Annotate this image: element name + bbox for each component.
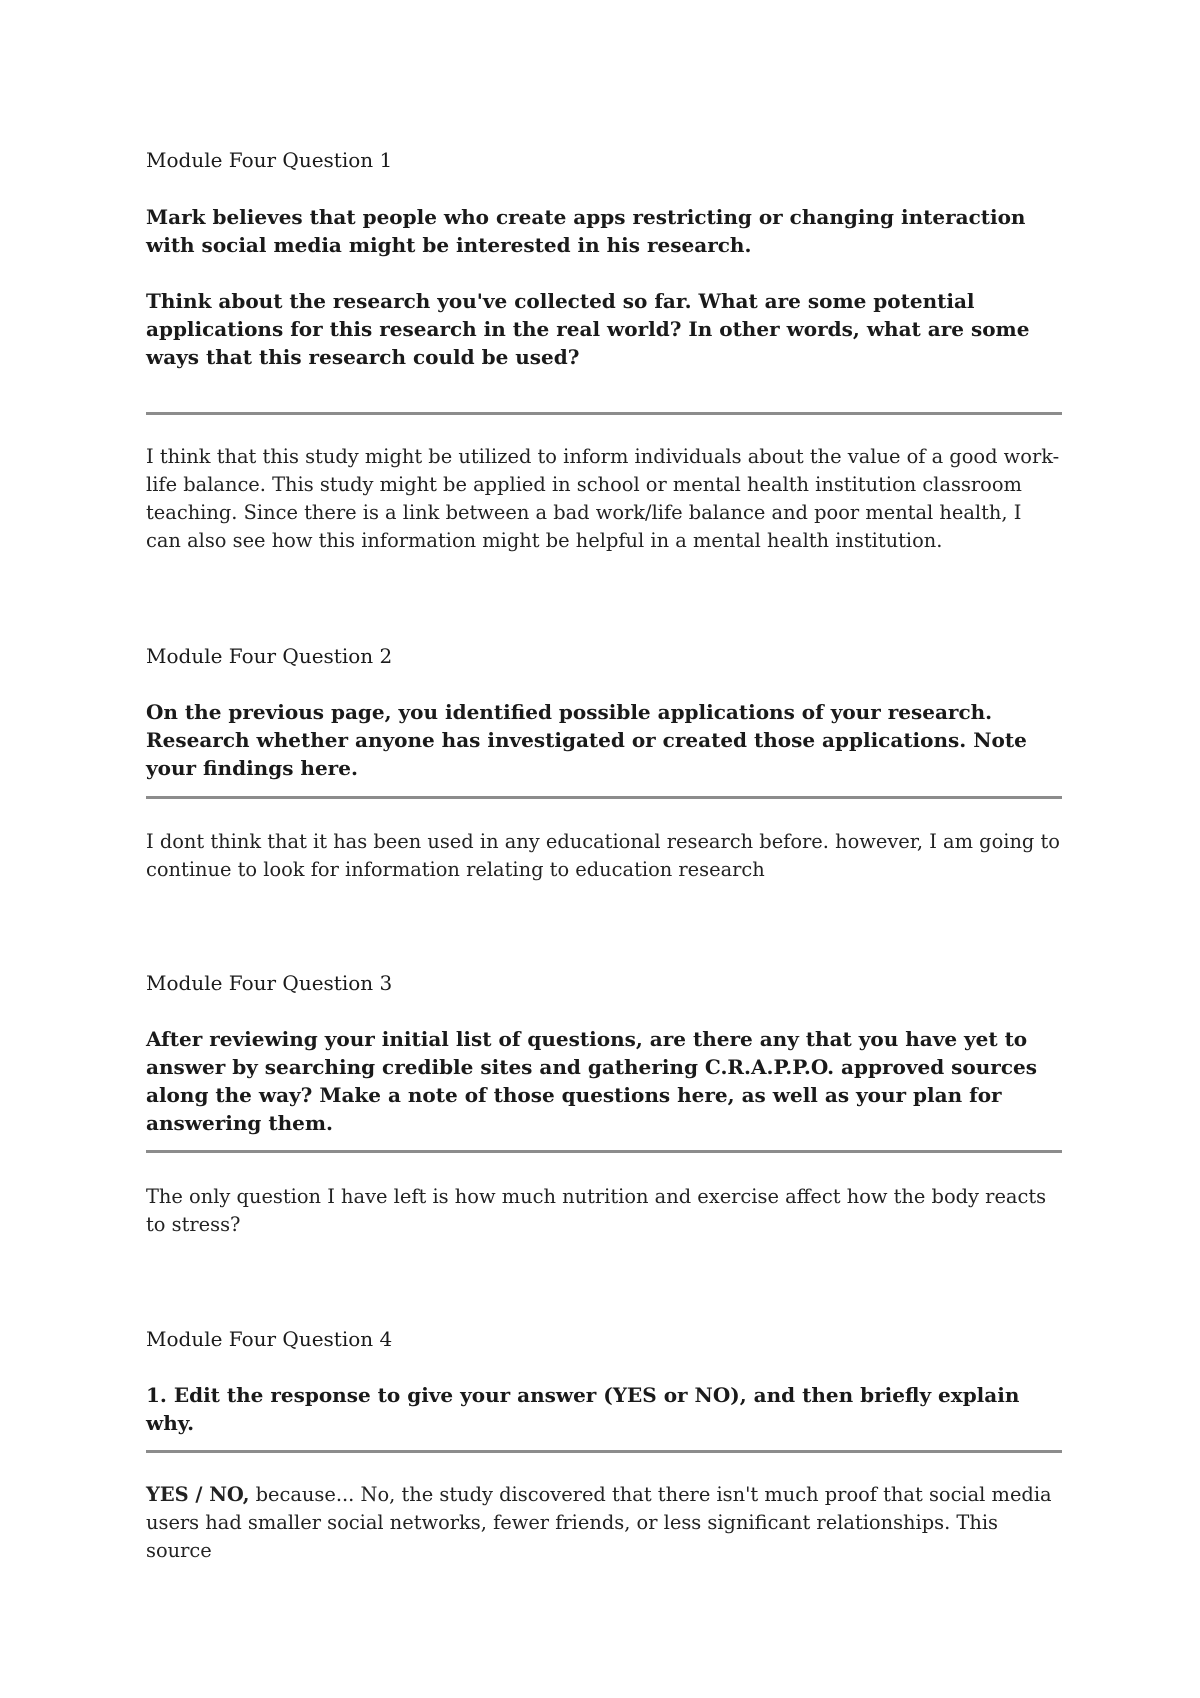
question-1-prompt-1: Mark believes that people who create apps restricting or changing interaction with social media might be interested in his research. (146, 205, 1026, 257)
answer-divider (146, 412, 1062, 415)
question-4-title: Module Four Question 4 (146, 1327, 393, 1351)
question-3-prompt: After reviewing your initial list of questions, are there any that you have yet to answer by searching credible sites and gathering C.R.A.P.P.O. approved sources along the way? Make a note of those questions here, as well as your plan for answering them. (146, 1027, 1037, 1135)
question-3-answer[interactable]: The only question I have left is how much nutrition and exercise affect how the body reacts to stress? (146, 1185, 1047, 1236)
yes-no-label: YES / NO, (146, 1483, 250, 1506)
question-1-answer[interactable]: I think that this study might be utilized to inform individuals about the value of a good work-life balance. This study might be applied in school or mental health institution classroom teaching. Since there is a link between a bad work/life balance and poor mental health, I can also see how this information might be helpful in a mental health institution. (146, 445, 1060, 552)
question-4-prompt: 1. Edit the response to give your answer (YES or NO), and then briefly explain why. (146, 1383, 1020, 1435)
answer-divider (146, 1450, 1062, 1453)
question-2-title: Module Four Question 2 (146, 644, 393, 668)
answer-divider (146, 1150, 1062, 1153)
question-4-answer-text: because... No, the study discovered that there isn't much proof that social media users had smaller social networks, fewer friends, or less significant relationships. This source (146, 1483, 1052, 1562)
question-1-prompt-2: Think about the research you've collected so far. What are some potential applications for this research in the real world? In other words, what are some ways that this research could be used? (146, 289, 1030, 369)
question-3-title: Module Four Question 3 (146, 971, 393, 995)
question-4-answer[interactable] (146, 1481, 1062, 1565)
question-2-answer[interactable]: I dont think that it has been used in any educational research before. however, I am going to continue to look for information relating to education research (146, 830, 1060, 881)
question-2-prompt: On the previous page, you identified possible applications of your research. Research whether anyone has investigated or created those applications. Note your findings here. (146, 700, 1027, 780)
answer-divider (146, 796, 1062, 799)
question-1-title: Module Four Question 1 (146, 148, 393, 172)
